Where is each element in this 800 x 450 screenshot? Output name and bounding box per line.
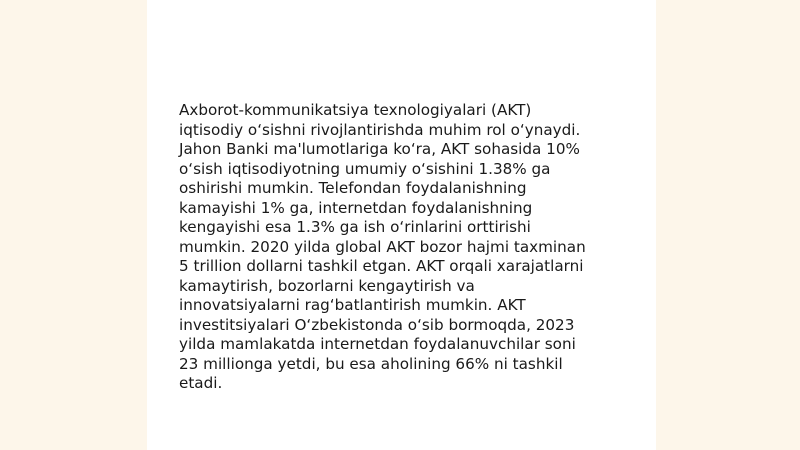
paragraph-line: kamayishi 1% ga, internetdan foydalanishning [179,198,533,217]
paragraph-line: Jahon Banki ma'lumotlariga ko‘ra, AKT sohasida 10% [179,140,580,158]
paragraph-line: Axborot-kommunikatsiya texnologiyalari (AKT) [179,101,532,119]
paragraph-line: innovatsiyalarni rag‘batlantirish mumkin. AKT [179,296,526,314]
paragraph-line: iqtisodiy o‘sishni rivojlantirishda muhim rol o‘ynaydi. [179,120,581,139]
paragraph-line: o‘sish iqtisodiyotning umumiy o‘sishini 1.38% ga [179,159,551,178]
paragraph-line: mumkin. 2020 yilda global AKT bozor hajmi taxminan [179,237,586,256]
paragraph-line: yilda mamlakatda internetdan foydalanuvchilar soni [179,335,576,353]
paragraph-line: kengayishi esa 1.3% ga ish o‘rinlarini orttirishi [179,218,531,236]
paragraph-line: oshirishi mumkin. Telefondan foydalanishning [179,179,527,197]
document-page [147,0,656,450]
paragraph-line: 23 millionga yetdi, bu esa aholining 66% ni tashkil [179,354,563,373]
paragraph-line: investitsiyalari O‘zbekistonda o‘sib bormoqda, 2023 [179,315,575,334]
paragraph-line: etadi. [179,374,223,392]
paragraph-line: kamaytirish, bozorlarni kengaytirish va [179,276,475,295]
paragraph-line: 5 trillion dollarni tashkil etgan. AKT orqali xarajatlarni [179,257,584,275]
body-paragraph [179,101,639,394]
